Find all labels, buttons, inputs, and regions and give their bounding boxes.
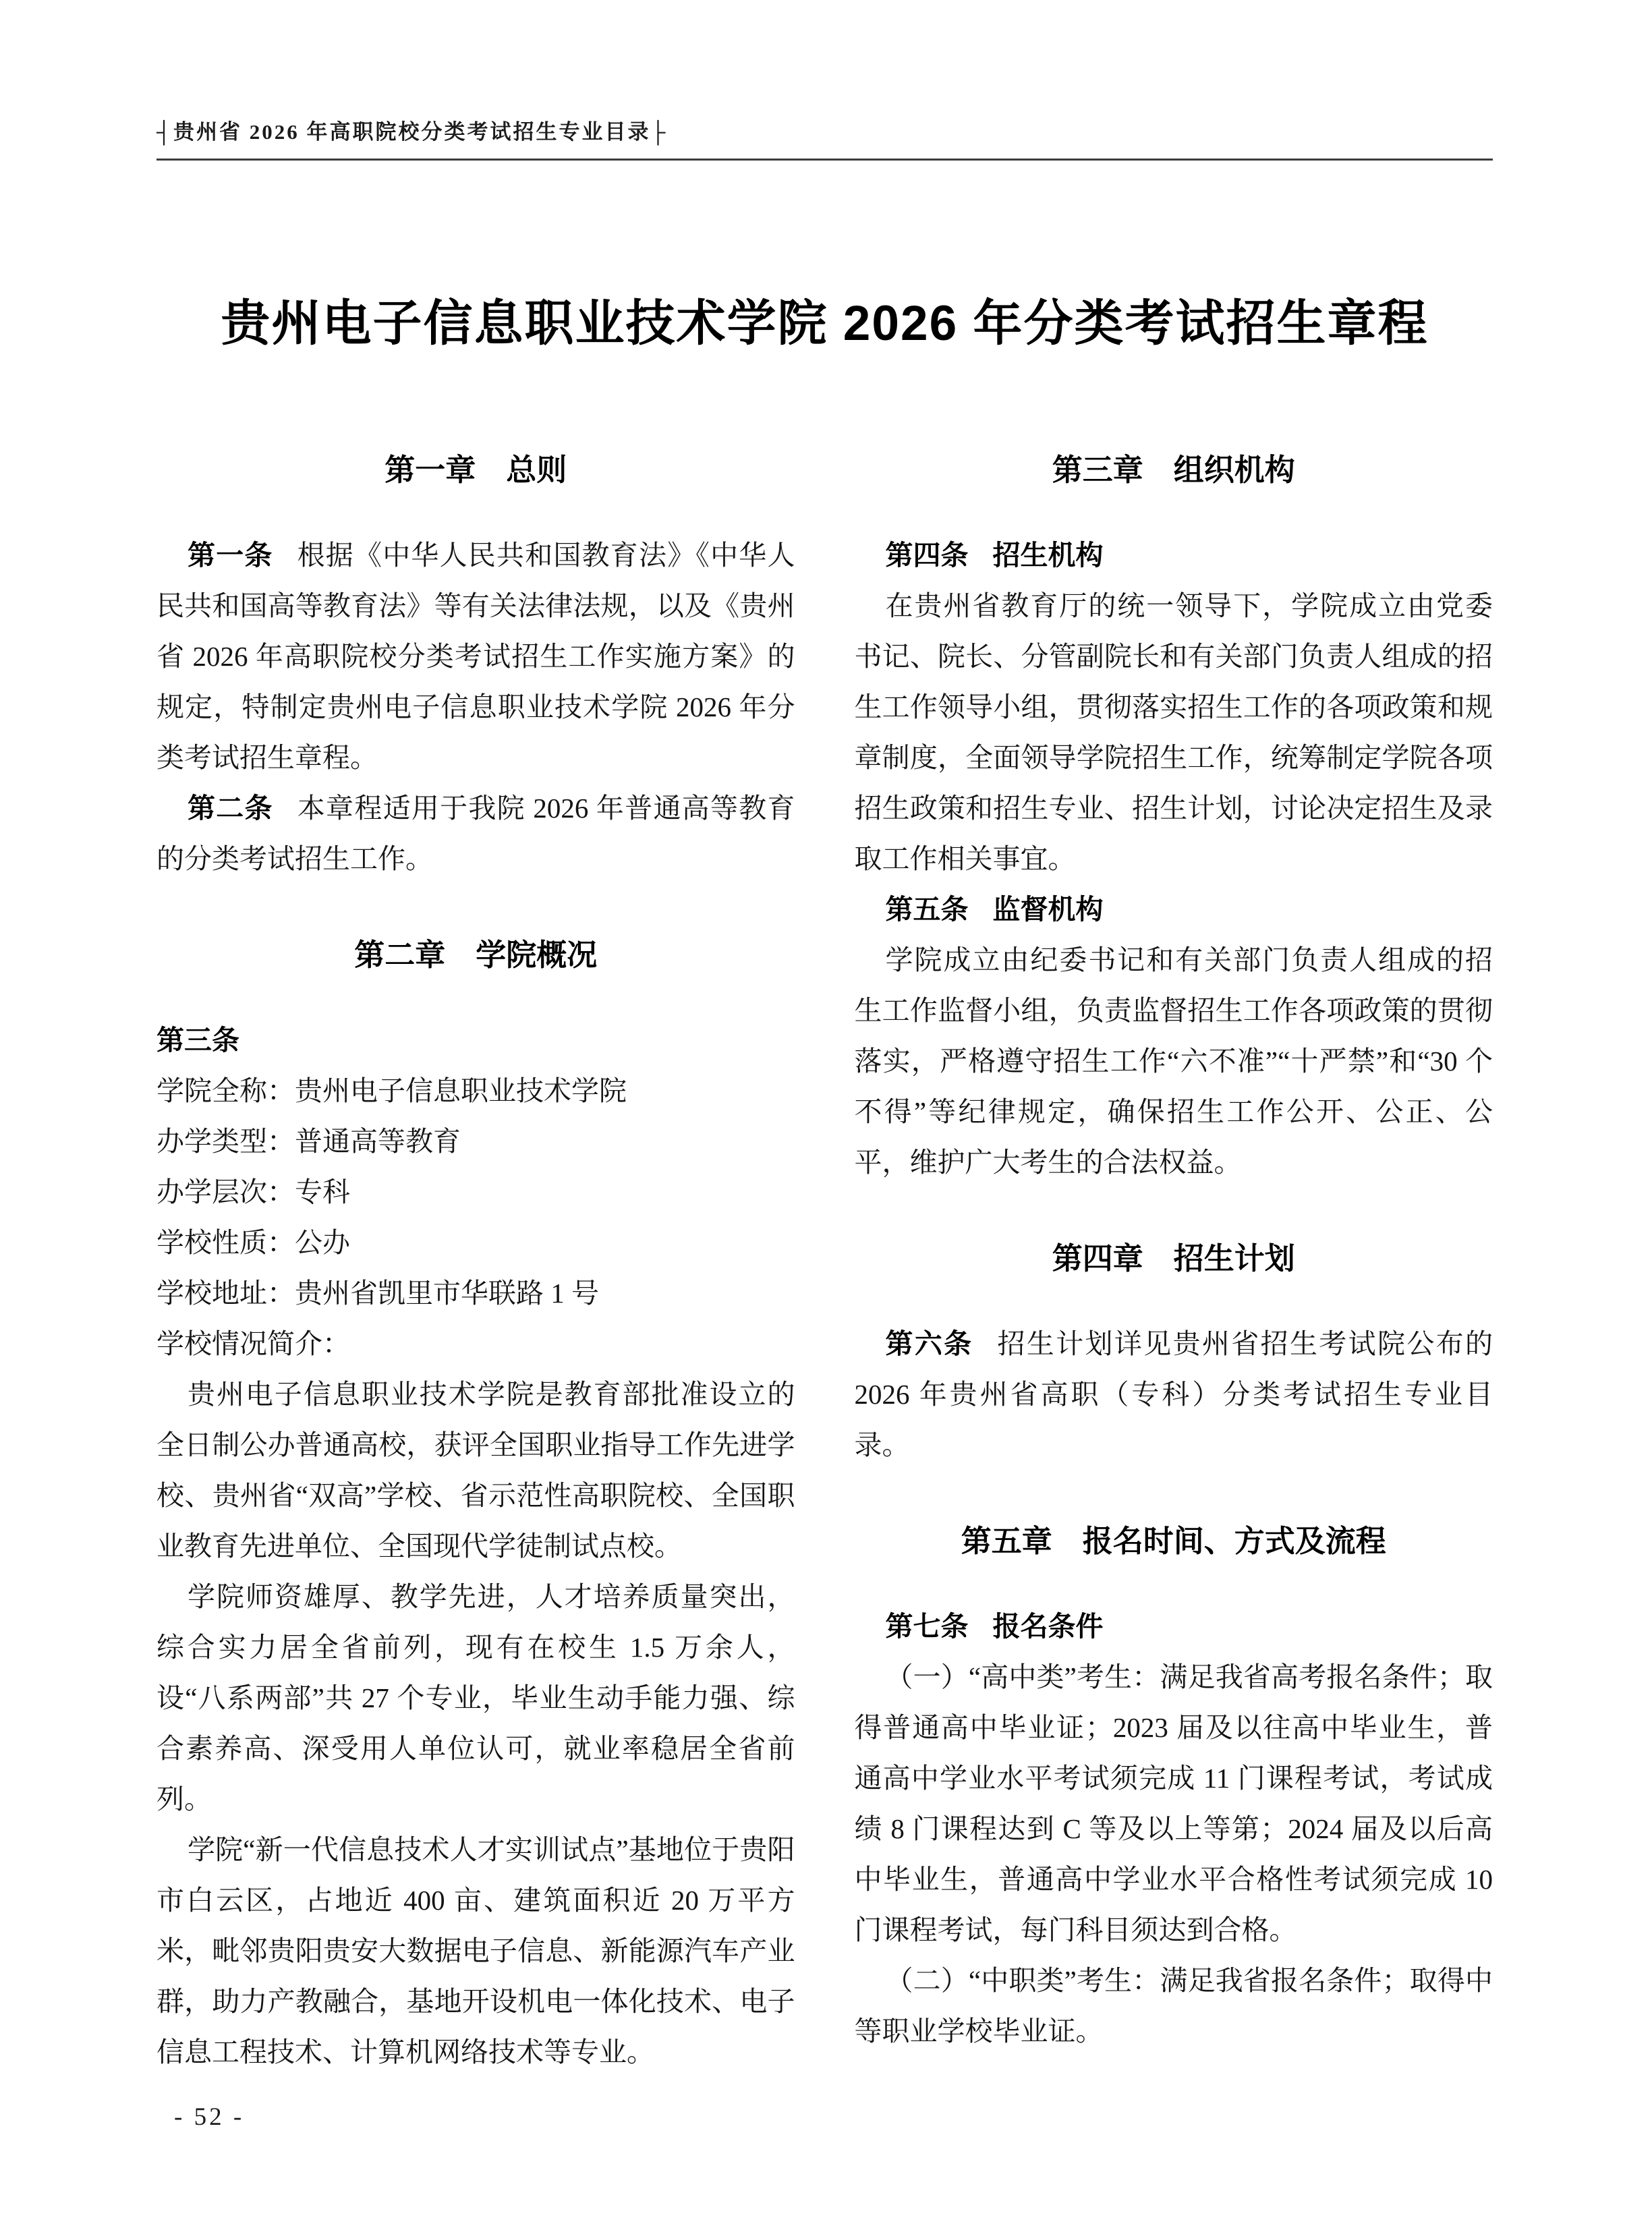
article-4-label: 第四条 (885, 539, 969, 571)
article-6 (855, 1319, 1493, 1471)
school-intro-paragraph-3: 学院“新一代信息技术人才实训试点”基地位于贵阳市白云区，占地近 400 亩、建筑面积近 20 万平方米，毗邻贵阳贵安大数据电子信息、新能源汽车产业群，助力产教融合，基地开设机电一体化技术、电子信息工程技术、计算机网络技术等专业。 (156, 1833, 795, 2067)
chapter-3-heading: 第三章 组织机构 (1052, 452, 1295, 487)
info-line-education-level: 办学层次：专科 (156, 1176, 350, 1207)
article-1 (156, 530, 795, 783)
article-4-title-line (855, 530, 1493, 581)
article-2-text: 本章程适用于我院 2026 年普通高等教育的分类考试招生工作。 (156, 792, 795, 874)
article-4-body: 在贵州省教育厅的统一领导下，学院成立由党委书记、院长、分管副院长和有关部门负责人组成的招生工作领导小组，贯彻落实招生工作的各项政策和规章制度，全面领导学院招生工作，统筹制定学院各项招生政策和招生专业、招生计划，讨论决定招生及录取工作相关事宜。 (854, 590, 1493, 874)
article-7-label: 第七条 (885, 1610, 969, 1642)
article-6-label: 第六条 (885, 1328, 973, 1359)
article-5-body: 学院成立由纪委书记和有关部门负责人组成的招生工作监督小组，负责监督招生工作各项政策的贯彻落实，严格遵守招生工作“六不准”“十严禁”和“30 个不得”等纪律规定，确保招生工作公开、公正、公平，维护广大考生的合法权益。 (854, 944, 1493, 1178)
article-1-text: 根据《中华人民共和国教育法》《中华人民共和国高等教育法》等有关法律法规，以及《贵州省 2026 年高职院校分类考试招生工作实施方案》的规定，特制定贵州电子信息职业技术学院 2026 年分类考试招生章程。 (156, 539, 795, 773)
article-2 (156, 783, 795, 884)
article-3-label: 第三条 (156, 1024, 239, 1056)
article-7-item-1: （一）“高中类”考生：满足我省高考报名条件；取得普通高中毕业证；2023 届及以往高中毕业生，普通高中学业水平考试须完成 11 门课程考试，考试成绩 8 门课程达到 C 等及以上等第；2024 届及以后高中毕业生，普通高中学业水平合格性考试须完成 10 门课程考试，每门科目须达到合格。 (854, 1661, 1493, 1945)
two-column-layout (156, 452, 1493, 2078)
page-number: - 52 - (174, 2103, 245, 2131)
school-intro-paragraph-2: 学院师资雄厚、教学先进，人才培养质量突出，综合实力居全省前列，现有在校生 1.5 万余人，设“八系两部”共 27 个专业，毕业生动手能力强、综合素养高、深受用人单位认可，就业率稳居全省前列。 (156, 1580, 795, 1815)
article-5-label: 第五条 (885, 893, 969, 925)
article-7-title: 报名条件 (992, 1610, 1104, 1642)
info-line-school-intro-label: 学校情况简介： (156, 1328, 350, 1359)
article-5-title: 监督机构 (992, 893, 1104, 925)
article-3 (156, 1015, 795, 1066)
article-6-text: 招生计划详见贵州省招生考试院公布的 2026 年贵州省高职（专科）分类考试招生专业目录。 (854, 1328, 1493, 1460)
chapter-5-heading: 第五章 报名时间、方式及流程 (961, 1523, 1386, 1558)
article-2-label: 第二条 (188, 792, 273, 824)
running-header-text: ┤贵州省 2026 年高职院校分类考试招生专业目录├ (156, 120, 668, 144)
info-line-school-address: 学校地址：贵州省凯里市华联路 1 号 (156, 1277, 599, 1309)
info-line-school-name: 学院全称：贵州电子信息职业技术学院 (156, 1075, 627, 1106)
header-divider (156, 159, 1493, 161)
chapter-1-heading: 第一章 总则 (384, 452, 567, 487)
article-5-title-line (855, 884, 1493, 935)
right-column (855, 452, 1493, 2078)
info-line-school-nature: 学校性质：公办 (156, 1226, 350, 1258)
article-7-item-2: （二）“中职类”考生：满足我省报名条件；取得中等职业学校毕业证。 (854, 1964, 1493, 2047)
chapter-2-heading: 第二章 学院概况 (354, 937, 598, 972)
left-column (156, 452, 795, 2078)
info-line-education-type: 办学类型：普通高等教育 (156, 1125, 461, 1157)
school-intro-paragraph-1: 贵州电子信息职业技术学院是教育部批准设立的全日制公办普通高校，获评全国职业指导工作先进学校、贵州省“双高”学校、省示范性高职院校、全国职业教育先进单位、全国现代学徒制试点校。 (156, 1378, 795, 1562)
article-7-title-line (855, 1601, 1493, 1652)
chapter-4-heading: 第四章 招生计划 (1052, 1240, 1295, 1276)
article-4-title: 招生机构 (992, 539, 1104, 571)
article-1-label: 第一条 (188, 539, 273, 571)
document-title: 贵州电子信息职业技术学院 2026 年分类考试招生章程 (221, 296, 1429, 351)
running-header (156, 115, 1493, 161)
